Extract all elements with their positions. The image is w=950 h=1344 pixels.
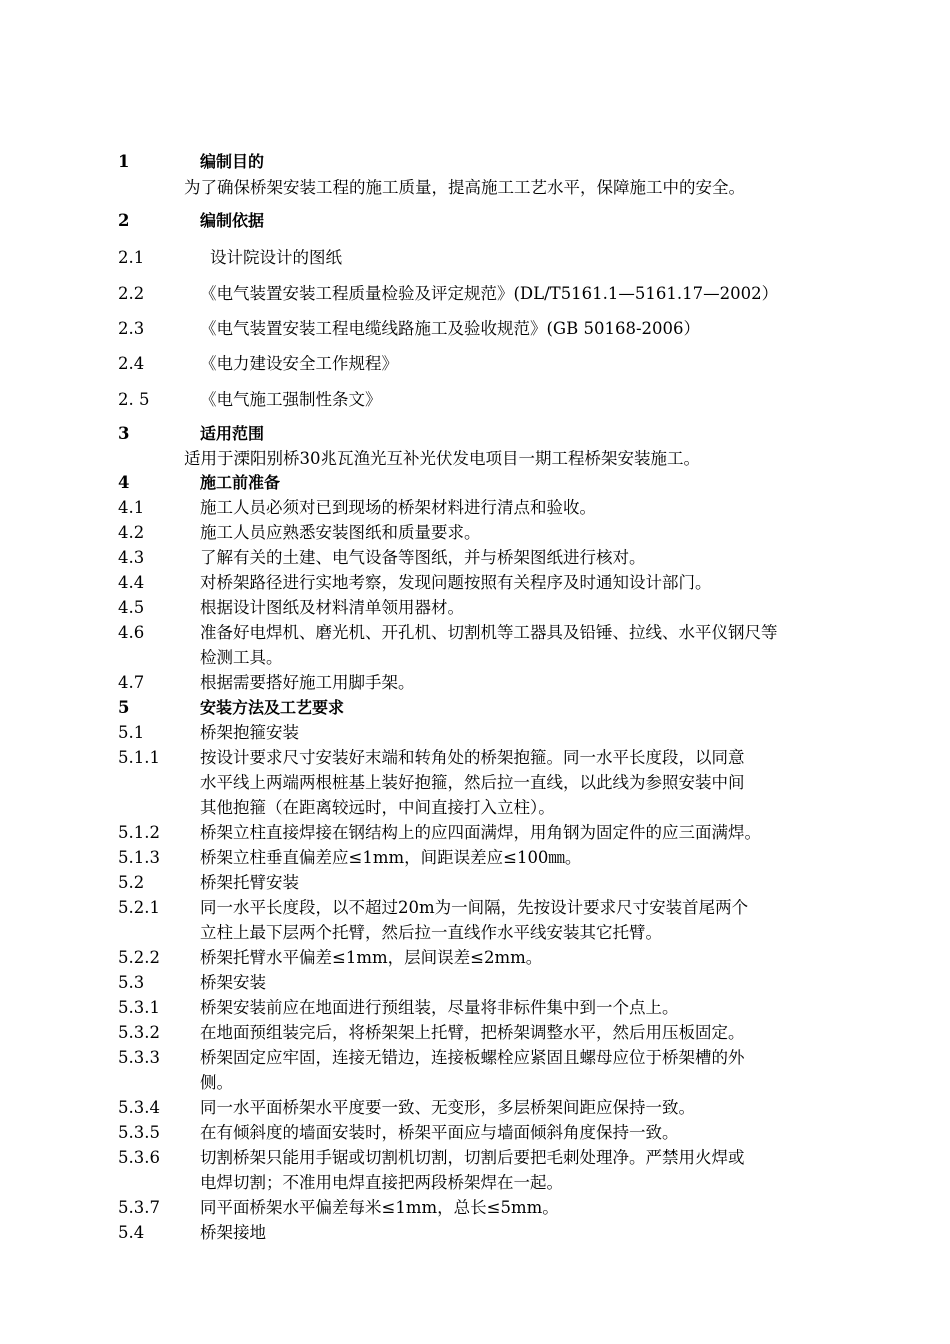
item-text [200,820,850,845]
item-line: 在地面预组装完后，将桥架架上托臂，把桥架调整水平，然后用压板固定。 [200,1023,745,1042]
item-line: 根据设计图纸及材料清单领用器材。 [200,598,464,617]
item-line: 水平线上两端两根桩基上装好抱箍，然后拉一直线，以此线为参照安装中间 [200,773,745,792]
item-number: 5.2 [118,873,145,892]
item-number: 5.3.7 [118,1198,160,1217]
item-text: 《电力建设安全工作规程》 [200,354,398,373]
item-line: 其他抱箍（在距离较远时，中间直接打入立柱）。 [200,798,555,817]
item-text [200,1145,850,1195]
item-text [200,1020,850,1045]
item-text [200,895,850,945]
item-text [200,870,850,895]
item-number: 4.7 [118,673,145,692]
item-number: 4.3 [118,548,145,567]
section-number: 3 [118,424,130,443]
item-text [200,620,850,670]
item-number: 4.5 [118,598,145,617]
item-text [200,520,850,545]
item-line: 桥架托臂安装 [200,873,299,892]
item-line: 对桥架路径进行实地考察，发现问题按照有关程序及时通知设计部门。 [200,573,712,592]
item-line: 桥架安装前应在地面进行预组装，尽量将非标件集中到一个点上。 [200,998,679,1017]
item-text [200,945,850,970]
item-line: 切割桥架只能用手锯或切割机切割，切割后要把毛刺处理净。严禁用火焊或 [200,1148,745,1167]
item-line: 桥架抱箍安装 [200,723,299,742]
item-number: 5.1 [118,723,145,742]
section-number: 1 [118,152,130,171]
item-line: 施工人员应熟悉安装图纸和质量要求。 [200,523,481,542]
item-text [200,545,850,570]
section-3-body: 适用于溧阳别桥30兆瓦渔光互补光伏发电项目一期工程桥架安装施工。 [184,449,700,468]
item-line: 检测工具。 [200,648,283,667]
section-title: 编制依据 [200,211,265,230]
item-number: 2.2 [118,284,145,303]
item-line: 桥架接地 [200,1223,266,1242]
item-number: 5.2.2 [118,948,160,967]
item-line: 施工人员必须对已到现场的桥架材料进行清点和验收。 [200,498,596,517]
item-number: 2.4 [118,354,145,373]
item-line: 桥架安装 [200,973,266,992]
item-number: 5.3 [118,973,145,992]
item-line: 准备好电焊机、磨光机、开孔机、切割机等工器具及铅锤、拉线、水平仪钢尺等 [200,623,778,642]
item-line: 桥架托臂水平偏差≤1mm，层间误差≤2mm。 [200,948,543,967]
section-title: 施工前准备 [200,473,281,492]
item-text: 设计院设计的图纸 [210,248,342,267]
section-title: 适用范围 [200,424,265,443]
item-number: 5.3.3 [118,1048,160,1067]
item-number: 5.3.4 [118,1098,160,1117]
item-text [200,495,850,520]
section-1-body: 为了确保桥架安装工程的施工质量，提高施工工艺水平，保障施工中的安全。 [184,178,745,197]
item-number: 5.3.5 [118,1123,160,1142]
section-title: 编制目的 [200,152,265,171]
item-number: 2. 5 [118,390,150,409]
item-number: 4.2 [118,523,145,542]
item-line: 桥架固定应牢固，连接无错边，连接板螺栓应紧固且螺母应位于桥架槽的外 [200,1048,745,1067]
item-line: 同一水平面桥架水平度要一致、无变形，多层桥架间距应保持一致。 [200,1098,695,1117]
item-line: 了解有关的土建、电气设备等图纸，并与桥架图纸进行核对。 [200,548,646,567]
section-number: 2 [118,211,130,230]
item-text [200,745,850,820]
item-line: 电焊切割；不准用电焊直接把两段桥架焊在一起。 [200,1173,563,1192]
item-text [200,1195,850,1220]
item-number: 4.1 [118,498,145,517]
item-number: 2.1 [118,248,145,267]
item-line: 侧。 [200,1073,233,1092]
item-text [200,995,850,1020]
item-text [200,1220,850,1245]
item-number: 5.3.2 [118,1023,160,1042]
item-line: 桥架立柱直接焊接在钢结构上的应四面满焊，用角钢为固定件的应三面满焊。 [200,823,761,842]
item-line: 在有倾斜度的墙面安装时，桥架平面应与墙面倾斜角度保持一致。 [200,1123,679,1142]
item-text [200,1045,850,1095]
item-line: 按设计要求尺寸安装好末端和转角处的桥架抱箍。同一水平长度段，以同意 [200,748,745,767]
item-text [200,1095,850,1120]
item-text [200,970,850,995]
item-line: 同一水平长度段，以不超过20m为一间隔，先按设计要求尺寸安装首尾两个 [200,898,749,917]
item-text [200,595,850,620]
item-text [200,720,850,745]
item-number: 5.1.3 [118,848,160,867]
item-text [200,845,850,870]
section-title: 安装方法及工艺要求 [200,698,345,717]
item-text [200,670,850,695]
item-number: 5.1.1 [118,748,160,767]
item-number: 4.4 [118,573,145,592]
item-number: 5.4 [118,1223,145,1242]
item-line: 桥架立柱垂直偏差应≤1mm，间距误差应≤100㎜。 [200,848,582,867]
section-number: 4 [118,473,130,492]
item-number: 5.1.2 [118,823,160,842]
item-text: 《电气装置安装工程质量检验及评定规范》(DL/T5161.1—5161.17—2002） [200,284,779,303]
item-number: 5.3.6 [118,1148,160,1167]
item-number: 5.2.1 [118,898,160,917]
item-text [200,570,850,595]
item-text [200,1120,850,1145]
item-number: 4.6 [118,623,145,642]
item-number: 2.3 [118,319,145,338]
item-text: 《电气装置安装工程电缆线路施工及验收规范》(GB 50168-2006） [200,319,701,338]
item-number: 5.3.1 [118,998,160,1017]
item-line: 同平面桥架水平偏差每米≤1mm，总长≤5mm。 [200,1198,559,1217]
section-number: 5 [118,698,130,717]
item-line: 根据需要搭好施工用脚手架。 [200,673,415,692]
item-text: 《电气施工强制性条文》 [200,390,382,409]
item-line: 立柱上最下层两个托臂，然后拉一直线作水平线安装其它托臂。 [200,923,662,942]
